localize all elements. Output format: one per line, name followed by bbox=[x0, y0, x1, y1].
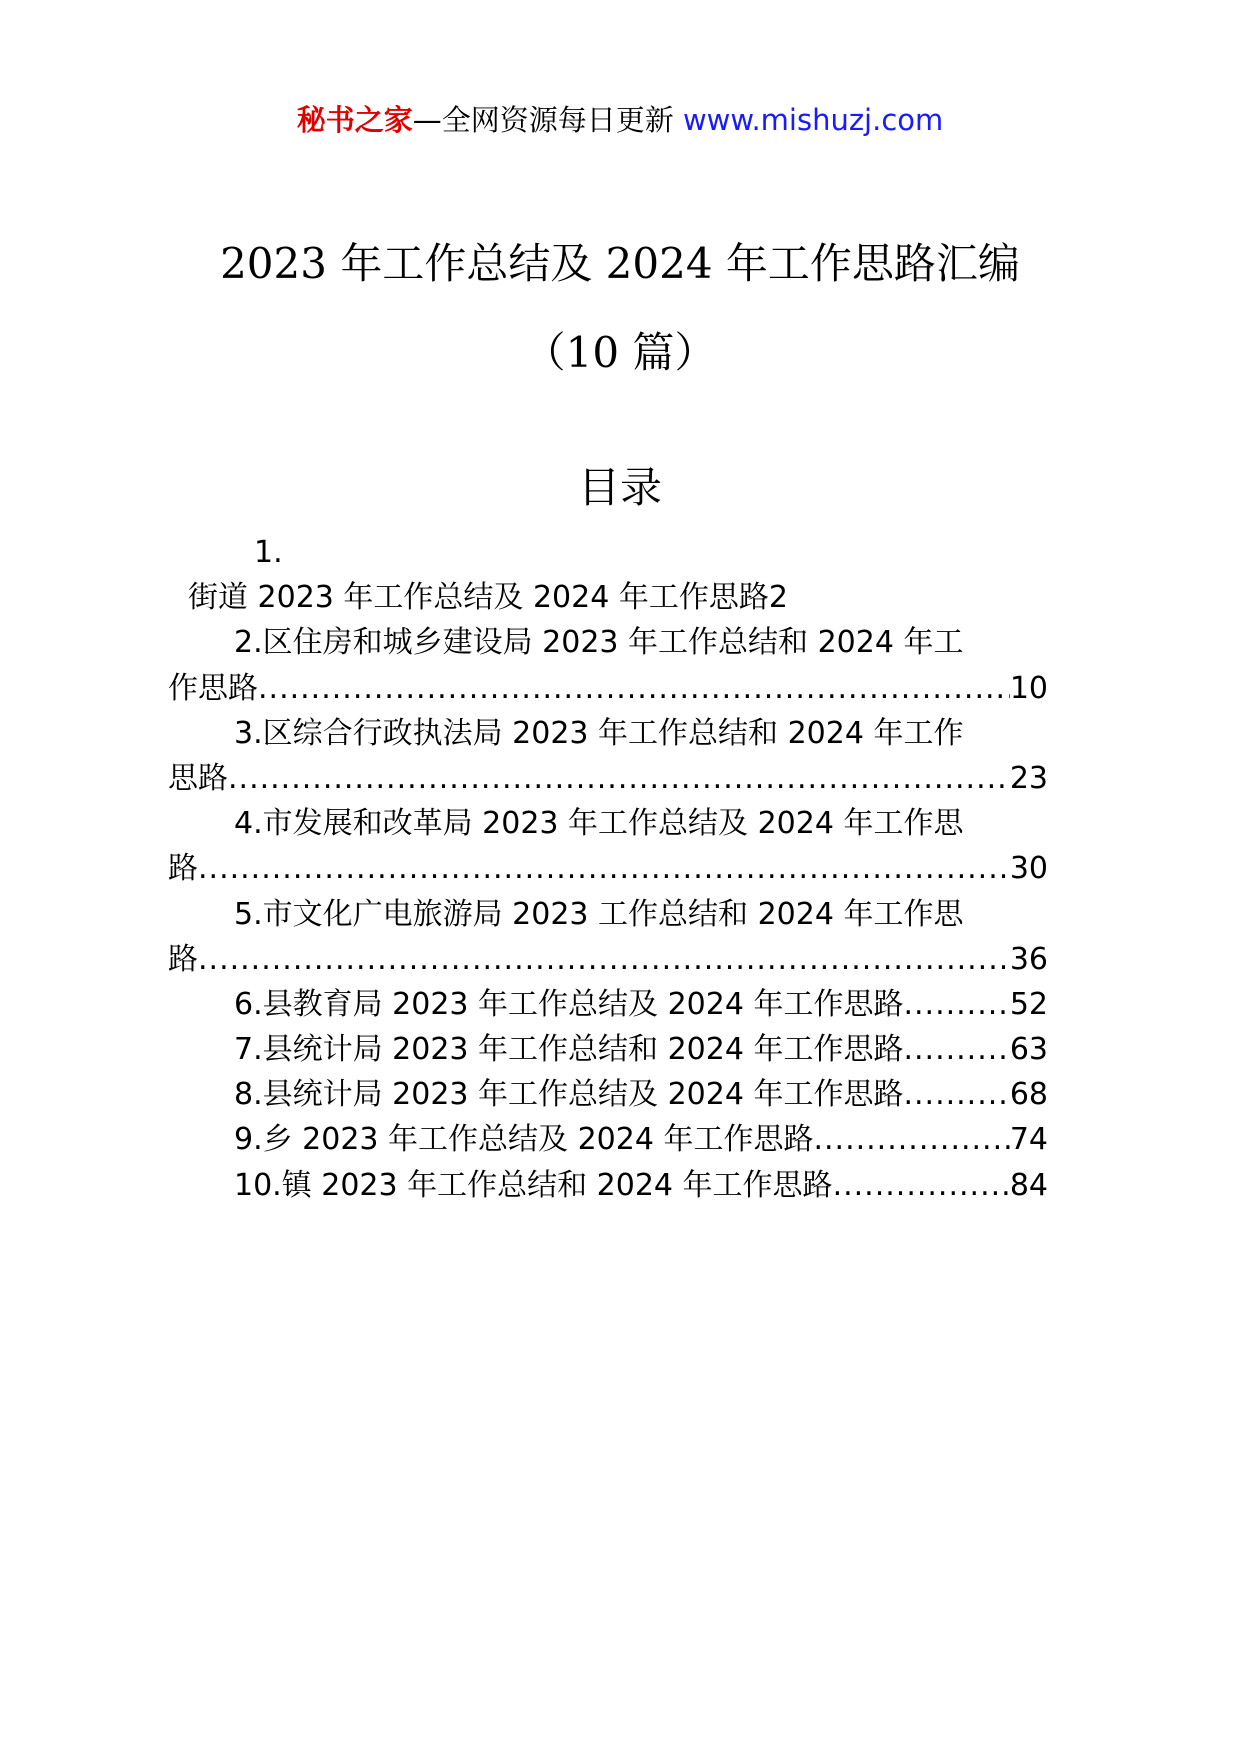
toc-entry-title-cont: 思路 bbox=[168, 760, 228, 796]
toc-dot-leader bbox=[903, 1072, 1009, 1117]
toc-entry-title: 5.市文化广电旅游局 2023 工作总结和 2024 年工作思 bbox=[234, 896, 964, 932]
toc-entry-title: 7.县统计局 2023 年工作总结和 2024 年工作思路 bbox=[234, 1032, 904, 1068]
toc-dot-leader bbox=[833, 1163, 1010, 1208]
toc-entry-page: 30 bbox=[1009, 851, 1048, 887]
toc-entry-5-line1[interactable] bbox=[168, 892, 1048, 937]
site-url-link[interactable]: www.mishuzj.com bbox=[682, 103, 944, 137]
toc-entry-title: 4.市发展和改革局 2023 年工作总结及 2024 年工作思 bbox=[234, 806, 964, 842]
toc-dot-leader bbox=[198, 846, 1010, 891]
toc-entry-page: 84 bbox=[1009, 1167, 1048, 1203]
toc-entry-7[interactable] bbox=[168, 1027, 1048, 1072]
toc-dot-leader bbox=[903, 1027, 1009, 1072]
toc-entry-title-cont: 路 bbox=[168, 851, 198, 887]
toc-entry-title: 6.县教育局 2023 年工作总结及 2024 年工作思路 bbox=[234, 986, 904, 1022]
header-slogan: —全网资源每日更新 bbox=[412, 103, 674, 137]
toc-heading: 目录 bbox=[577, 463, 662, 512]
toc-entry-4-line2[interactable] bbox=[168, 846, 1048, 891]
toc-entry-page: 63 bbox=[1009, 1032, 1048, 1068]
toc-dot-leader bbox=[813, 1117, 1009, 1162]
toc-entry-page: 23 bbox=[1009, 760, 1048, 796]
document-subtitle: （10 篇） bbox=[523, 328, 717, 377]
toc-entry-3-line1[interactable] bbox=[168, 711, 1048, 756]
toc-entry-page: 2 bbox=[768, 580, 788, 616]
toc-entry-page: 52 bbox=[1009, 986, 1048, 1022]
toc-entry-title-cont: 路 bbox=[168, 941, 198, 977]
toc-entry-title: 3.区综合行政执法局 2023 年工作总结和 2024 年工作 bbox=[234, 715, 964, 751]
toc-dot-leader bbox=[228, 756, 1010, 801]
toc-entry-5-line2[interactable] bbox=[168, 937, 1048, 982]
toc-entry-10[interactable] bbox=[168, 1163, 1048, 1208]
toc-entry-title: 8.县统计局 2023 年工作总结及 2024 年工作思路 bbox=[234, 1077, 904, 1113]
toc-dot-leader bbox=[198, 937, 1010, 982]
toc-entry-8[interactable] bbox=[168, 1072, 1048, 1117]
toc-entry-6[interactable] bbox=[168, 982, 1048, 1027]
site-header bbox=[0, 100, 1240, 140]
toc-entry-page: 10 bbox=[1009, 670, 1048, 706]
document-title: 2023 年工作总结及 2024 年工作思路汇编 bbox=[220, 239, 1020, 288]
toc-entry-9[interactable] bbox=[168, 1117, 1048, 1162]
toc-entry-2-line1[interactable] bbox=[168, 620, 1048, 665]
toc-entry-title-cont: 作思路 bbox=[168, 670, 258, 706]
toc-dot-leader bbox=[258, 666, 1010, 711]
toc-entry-1-number-line bbox=[188, 530, 1048, 575]
toc-entry-title: 街道 2023 年工作总结及 2024 年工作思路 bbox=[188, 580, 769, 616]
brand-name: 秘书之家 bbox=[296, 103, 413, 137]
toc-entry-title: 10.镇 2023 年工作总结和 2024 年工作思路 bbox=[234, 1167, 833, 1203]
toc-entry-title: 2.区住房和城乡建设局 2023 年工作总结和 2024 年工 bbox=[234, 625, 964, 661]
toc-entry-4-line1[interactable] bbox=[168, 801, 1048, 846]
toc-entry-page: 74 bbox=[1009, 1122, 1048, 1158]
toc-entry-2-line2[interactable] bbox=[168, 666, 1048, 711]
toc-dot-leader bbox=[903, 982, 1009, 1027]
toc-entry-3-line2[interactable] bbox=[168, 756, 1048, 801]
toc-entry-number: 1. bbox=[254, 535, 283, 570]
table-of-contents bbox=[168, 535, 1048, 1208]
toc-entry-page: 36 bbox=[1009, 941, 1048, 977]
toc-entry-1[interactable] bbox=[188, 575, 1048, 620]
toc-entry-title: 9.乡 2023 年工作总结及 2024 年工作思路 bbox=[234, 1122, 814, 1158]
toc-entry-page: 68 bbox=[1009, 1077, 1048, 1113]
